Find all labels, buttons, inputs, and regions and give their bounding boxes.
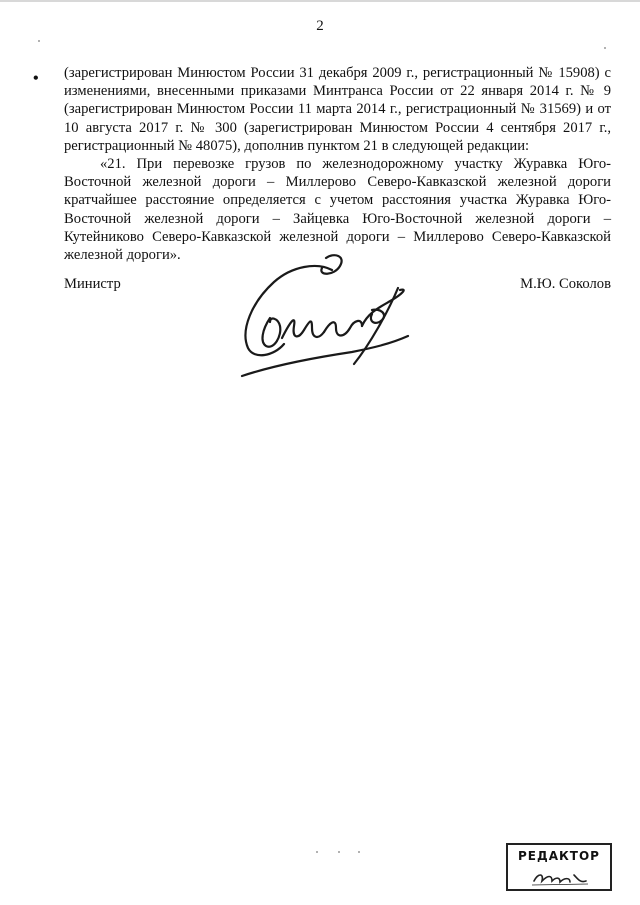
scan-speck [338, 851, 340, 853]
scan-speck [316, 851, 318, 853]
signer-name: М.Ю. Соколов [520, 276, 611, 292]
top-edge-rule [0, 0, 640, 2]
stamp-initials-mark [530, 869, 590, 887]
margin-mark: • [33, 70, 39, 87]
scan-speck [604, 47, 606, 49]
handwritten-signature [222, 248, 422, 388]
stamp-label: РЕДАКТОР [518, 849, 600, 863]
signer-title: Министр [64, 276, 121, 292]
paragraph-item-21: «21. При перевозке грузов по железнодорожному участку Журавка Юго-Восточной железной дороги – Миллерово Северо-Кавказской железной дороги кратчайшее расстояние определяется с учетом расстояния участка Журавка Юго-Восточной железной дороги – Зайцевка Юго-Восточной железной дороги – Кутейниково Северо-Кавказской железной дороги – Миллерово Северо-Кавказской железной дороги». [64, 156, 611, 264]
scan-speck [38, 40, 40, 42]
scan-speck [358, 851, 360, 853]
editor-stamp [506, 843, 612, 891]
page-number: 2 [316, 18, 324, 34]
paragraph-continuation: (зарегистрирован Минюстом России 31 декабря 2009 г., регистрационный № 15908) с изменениями, внесенными приказами Минтранса России от 22 января 2014 г. № 9 (зарегистрирован Минюстом России 11 марта 2014 г., регистрационный № 31569) и от 10 августа 2017 г. № 300 (зарегистрирован Минюстом России 4 сентября 2017 г., регистрационный № 48075), дополнив пунктом 21 в следующей редакции: [64, 65, 611, 154]
document-body [64, 64, 611, 264]
